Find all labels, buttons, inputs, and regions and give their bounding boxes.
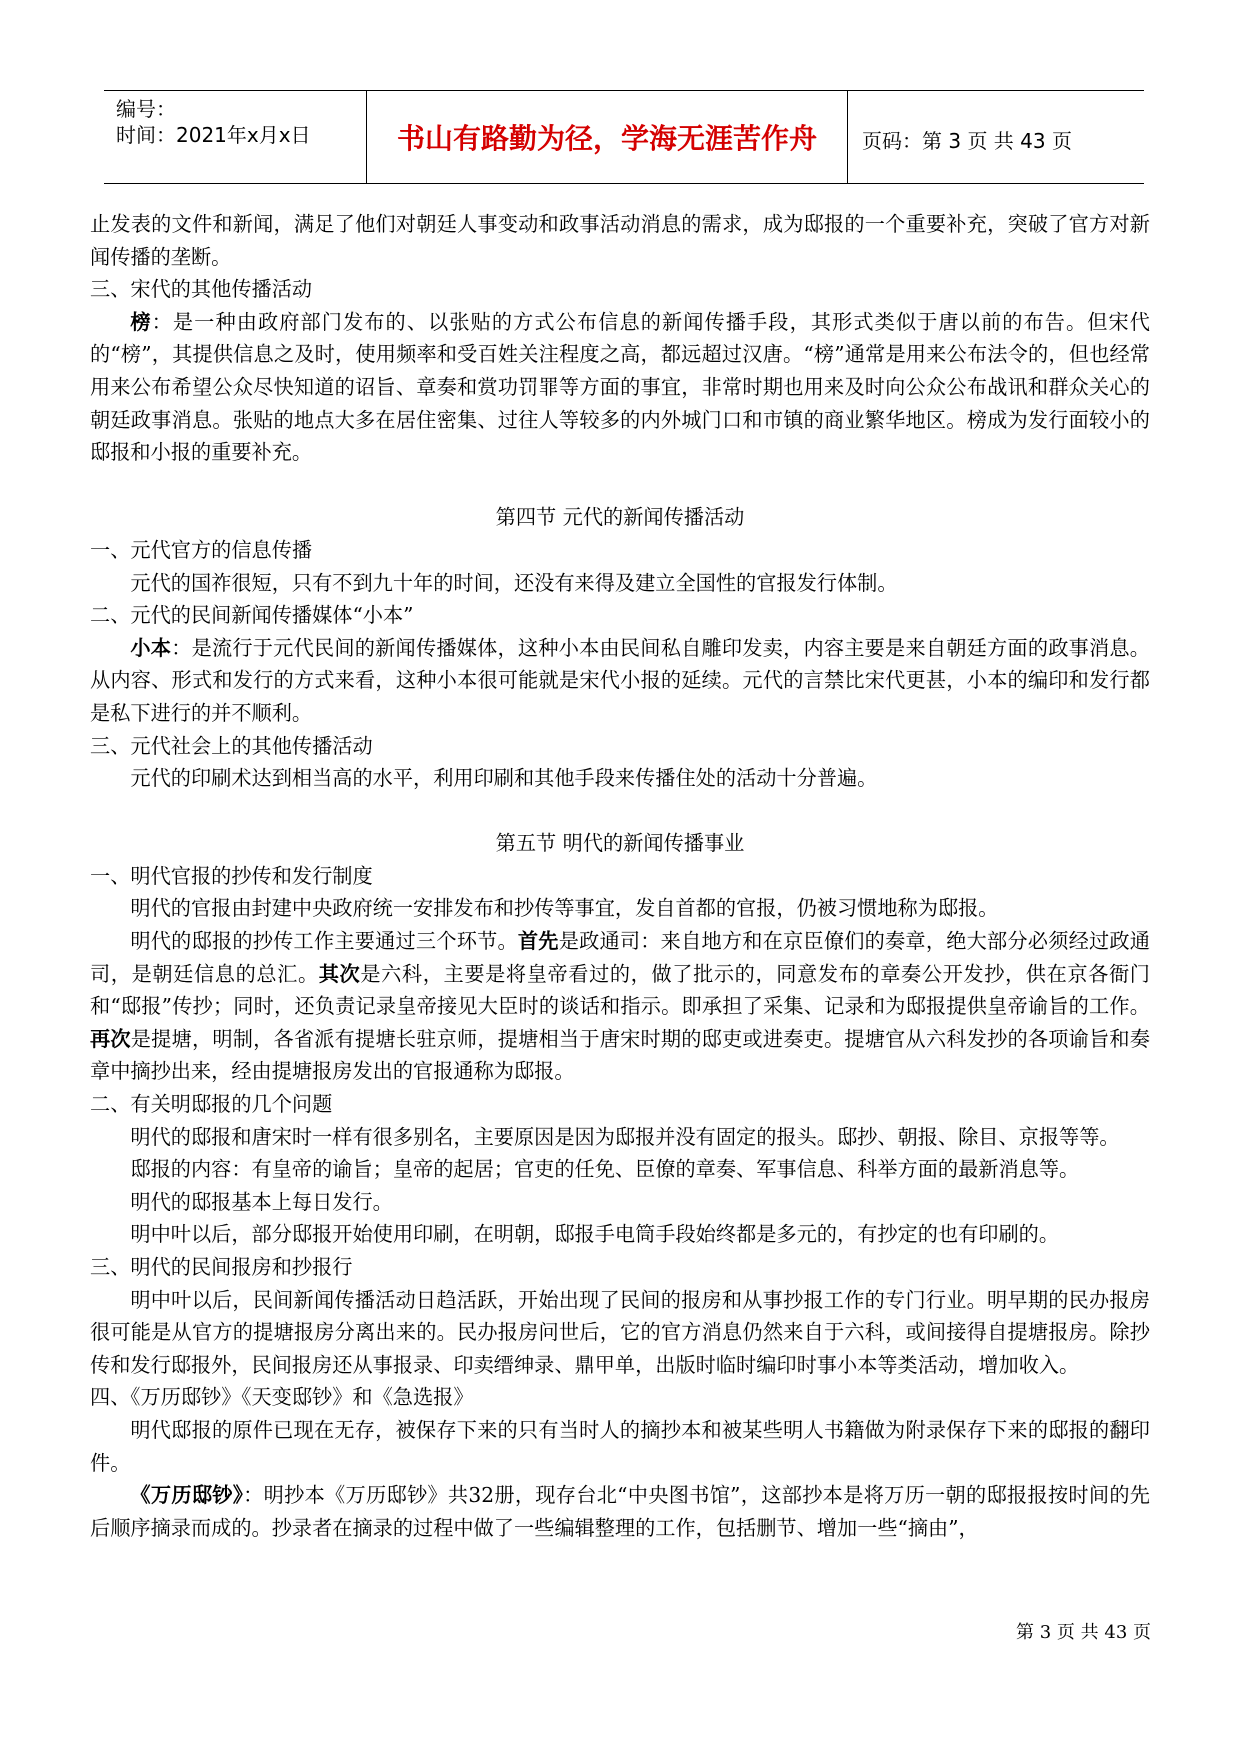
paragraph: 元代的国祚很短，只有不到九十年的时间，还没有来得及建立全国性的官报发行体制。 (130, 570, 898, 595)
section-title: 第四节 元代的新闻传播活动 (495, 505, 745, 530)
paragraph: 明代的邸报基本上每日发行。 (130, 1189, 393, 1214)
subheading: 三、宋代的其他传播活动 (90, 277, 313, 302)
paragraph-xiaoben (90, 632, 1150, 730)
paragraph: 明代的邸报和唐宋时一样有很多别名，主要原因是因为邸报并没有固定的报头。邸抄、朝报、除目、京报等等。 (130, 1124, 1120, 1149)
paragraph-bang (90, 306, 1150, 469)
subheading: 三、明代的民间报房和抄报行 (90, 1255, 353, 1279)
term-bang: 榜 (130, 309, 152, 334)
paragraph-text: ：是流行于元代民间的新闻传播媒体，这种小本由民间私自雕印发卖，内容主要是来自朝廷方面的政事消息。从内容、形式和发行的方式来看，这种小本很可能就是宋代小报的延续。元代的言禁比宋代更甚，小本的编印和发行都是私下进行的并不顺利。 (90, 635, 1150, 725)
header-cell-info (104, 91, 367, 183)
subheading: 三、元代社会上的其他传播活动 (90, 733, 373, 758)
paragraph: 明中叶以后，民间新闻传播活动日趋活跃，开始出现了民间的报房和从事抄报工作的专门行业。明早期的民办报房很可能是从官方的提塘报房分离出来的。民办报房问世后，它的官方消息仍然来自于六科，或间接得自提塘报房。除抄传和发行邸报外，民间报房还从事报录、印卖缙绅录、鼎甲单，出版时临时编印时事小本等类活动，增加收入。 (90, 1287, 1150, 1377)
paragraph: 明中叶以后，部分邸报开始使用印刷，在明朝，邸报手电筒手段始终都是多元的，有抄定的也有印刷的。 (130, 1222, 1060, 1247)
paragraph: 止发表的文件和新闻，满足了他们对朝廷人事变动和政事活动消息的需求，成为邸报的一个重要补充，突破了官方对新闻传播的垄断。 (90, 212, 1150, 269)
paragraph: 明代的官报由封建中央政府统一安排发布和抄传等事宜，发自首都的官报，仍被习惯地称为邸报。 (130, 896, 999, 921)
term-second: 其次 (318, 961, 361, 986)
document-number-label: 编号： (116, 97, 176, 121)
paragraph-text: 明代的邸报的抄传工作主要通过三个环节。 (130, 929, 518, 954)
paragraph-three-steps (90, 925, 1150, 1088)
paragraph: 邸报的内容：有皇帝的谕旨；皇帝的起居；官吏的任免、臣僚的章奏、军事信息、科举方面的最新消息等。 (130, 1157, 1080, 1182)
subheading: 二、有关明邸报的几个问题 (90, 1092, 333, 1117)
paragraph: 元代的印刷术达到相当高的水平，利用印刷和其他手段来传播住处的活动十分普遍。 (130, 766, 878, 791)
term-xiaoben: 小本 (130, 635, 172, 660)
paragraph-text: 是政通司：来自地方和在京臣僚们的奏章，绝大部分必须经过政通司，是朝廷信息的总汇。 (90, 929, 1150, 986)
subheading: 四、《万历邸钞》《天变邸钞》和《急选报》 (90, 1385, 474, 1410)
header-table (104, 90, 1144, 184)
header-cell-motto (367, 91, 848, 183)
document-time-label: 时间：2021年x月x日 (116, 123, 311, 147)
term-first: 首先 (517, 929, 559, 954)
subheading: 二、元代的民间新闻传播媒体“小本” (90, 603, 414, 628)
paragraph-wanli (90, 1479, 1150, 1544)
header-motto: 书山有路勤为径，学海无涯苦作舟 (396, 122, 817, 155)
subheading: 一、明代官报的抄传和发行制度 (90, 863, 373, 888)
footer-page-number: 第 3 页 共 43 页 (1016, 1622, 1151, 1643)
subheading: 一、元代官方的信息传播 (90, 537, 313, 562)
term-third: 再次 (90, 1026, 131, 1051)
paragraph: 明代邸报的原件已现在无存，被保存下来的只有当时人的摘抄本和被某些明人书籍做为附录保存下来的邸报的翻印件。 (90, 1417, 1150, 1475)
term-wanli: 《万历邸钞》 (130, 1483, 244, 1508)
header-cell-page (848, 91, 1144, 183)
paragraph-text: ：明抄本《万历邸钞》共32册，现存台北“中央图书馆”，这部抄本是将万历一朝的邸报报按时间的先后顺序摘录而成的。抄录者在摘录的过程中做了一些编辑整理的工作，包括删节、增加一些“摘由”， (90, 1483, 1150, 1540)
document-body (90, 208, 1150, 1544)
paragraph-text: 是提塘，明制，各省派有提塘长驻京师，提塘相当于唐宋时期的邸吏或进奏吏。提塘官从六科发抄的各项谕旨和奏章中摘抄出来，经由提塘报房发出的官报通称为邸报。 (90, 1026, 1150, 1084)
paragraph-text: 是六科，主要是将皇帝看过的，做了批示的，同意发布的章奏公开发抄，供在京各衙门和“邸报”传抄；同时，还负责记录皇帝接见大臣时的谈话和指示。即承担了采集、记录和为邸报提供皇帝谕旨的工作。 (90, 961, 1150, 1019)
header-page-info: 页码：第 3 页 共 43 页 (862, 129, 1072, 153)
section-title: 第五节 明代的新闻传播事业 (495, 831, 745, 856)
paragraph-text: ：是一种由政府部门发布的、以张贴的方式公布信息的新闻传播手段，其形式类似于唐以前的布告。但宋代的“榜”，其提供信息之及时，使用频率和受百姓关注程度之高，都远超过汉唐。“榜”通常是用来公布法令的，但也经常用来公布希望公众尽快知道的诏旨、章奏和赏功罚罪等方面的事宜，非常时期也用来及时向公众公布战讯和群众关心的朝廷政事消息。张贴的地点大多在居住密集、过往人等较多的内外城门口和市镇的商业繁华地区。榜成为发行面较小的邸报和小报的重要补充。 (90, 309, 1150, 465)
